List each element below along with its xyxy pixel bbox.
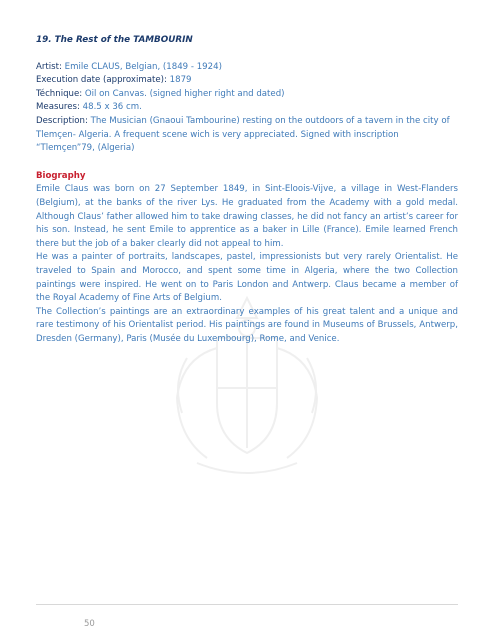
biography-paragraph: The Collection’s paintings are an extraordinary examples of his great talent and a unique and rare testimony of his Orientalist period. His paintings are found in Museums of Brussels, Antwerp, Dresden (Germany), Paris (Musée du Luxembourg), Rome, and Venice.: [36, 306, 458, 344]
execution-date-label: Execution date (approximate):: [36, 75, 167, 86]
description-label: Description:: [36, 115, 88, 126]
technique-field: [36, 88, 458, 102]
biography-text: [36, 183, 458, 346]
artist-label: Artist:: [36, 61, 62, 72]
measures-value: 48.5 x 36 cm.: [82, 102, 142, 113]
execution-date-value: 1879: [169, 75, 192, 86]
technique-value: Oil on Canvas. (signed higher right and dated): [84, 88, 285, 99]
document-content: [36, 34, 458, 346]
measures-field: [36, 101, 458, 115]
execution-date-field: [36, 74, 458, 88]
biography-paragraph: He was a painter of portraits, landscapes, pastel, impressionists but very rarely Orientalist. He traveled to Spain and Morocco, and spent some time in Algeria, where the two Collection paintings were inspired. He went on to Paris London and Antwerp. Claus became a member of the Royal Academy of Fine Arts of Belgium.: [36, 252, 458, 304]
biography-heading: Biography: [36, 170, 86, 181]
footer-divider: [36, 604, 458, 605]
description-field: [36, 115, 458, 156]
artist-value: Emile CLAUS, Belgian, (1849 - 1924): [64, 61, 222, 72]
technique-label: Téchnique:: [36, 88, 83, 99]
measures-label: Measures:: [36, 102, 80, 113]
page-number: 50: [84, 619, 95, 629]
biography-paragraph: Emile Claus was born on 27 September 1849, in Sint-Eloois-Vijve, a village in West-Flanders (Belgium), at the banks of the river Lys. He graduated from the Academy with a gold medal. Although Claus’ father allowed him to take drawing classes, he did not fancy an artist’s career for his son. Instead, he sent Emile to apprentice as a baker in Lille (France). Emile learned French there but the job of a baker clearly did not appeal to him.: [36, 184, 458, 249]
entry-title: 19. The Rest of the TAMBOURIN: [36, 35, 193, 45]
description-value: The Musician (Gnaoui Tambourine) resting on the outdoors of a tavern in the city of Tlemçen- Algeria. A frequent scene wich is very appreciated. Signed with inscription “Tlemçen”79, (Algeria): [36, 115, 450, 154]
artist-field: [36, 61, 458, 75]
